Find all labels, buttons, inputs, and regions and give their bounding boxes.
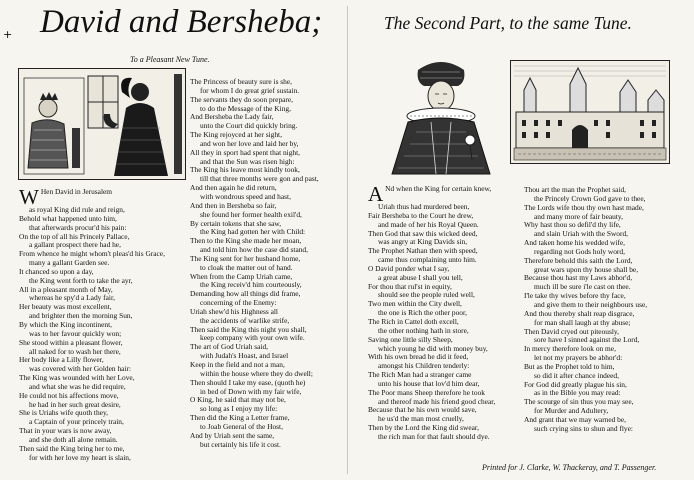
verse-line: The King his leave most kindly took, [190,166,300,175]
verse-line: the other nothing hath in store, [378,326,469,335]
verse-lines [524,186,692,434]
verse-line: to Joab General of the Host, [200,422,283,431]
verse-line: Fair Bersheba to the Court he drew, [368,211,474,220]
verse-line: Therefore behold this saith the Lord, [524,256,633,265]
verse-line: the one is Rich the other poor, [378,309,467,318]
verse-line: he had in her such great desire, [29,400,121,409]
verse-line: so long as I enjoy my life: [200,405,278,414]
verse-line: unto his house that lov'd him dear, [378,379,480,388]
verse-line: and many more of fair beauty, [534,212,623,221]
verse-line: By which the King incontinent, [19,320,112,329]
verse-line: And thou thereby shalt reap disgrace, [524,309,635,318]
verse-line: On the top of all his Princely Pallace, [19,232,130,241]
verse-line: Then said the King this night you shall, [190,325,307,334]
verse-line: much ill be sure i'le cast on thee. [534,283,631,292]
verse-line: Demanding how all things did frame, [190,290,301,299]
verse-line: He could not his affections move, [19,391,119,400]
verse-line: Then by the Lord the King did swear, [368,424,479,433]
verse-line: and thereof made his friend good chear, [378,397,496,406]
verse-line: I'le take thy wives before thy face, [524,292,626,301]
verse-column-2 [190,78,346,449]
verse-line: within the house where they do dwell; [200,369,313,378]
verse-line: The King was wounded with her Love, [19,374,135,383]
verse-line: a Captain of your princely train, [29,418,124,427]
verse-lines [19,206,187,462]
verse-line: great wars upon thy house shall be, [534,265,639,274]
verse-column-3 [368,185,521,442]
verse-line: It chanced so upon a day, [19,267,94,276]
verse-line: That in your wars is now away, [19,427,112,436]
printer-imprint: Printed for J. Clarke, W. Thackeray, and T. Passenger. [482,463,657,472]
verse-line: She is Uriahs wife quoth they, [19,409,109,418]
verse-line: to cloak the matter out of hand. [200,263,293,272]
verse-line: When from the Camp Uriah came, [190,272,293,281]
verse-line: Her beauty was most excellent, [19,303,112,312]
verse-line: to do the Message of the King, [200,104,291,113]
verse-line: such crying sins to shun and flye: [534,424,633,433]
verse-line: and slain Uriah with the Sword, [534,230,629,239]
verse-line: She stood within a pleasant flower, [19,338,123,347]
verse-line: which young he did with money buy, [378,344,488,353]
verse-line: Why hast thou so defil'd thy life, [524,221,621,230]
second-part-title: The Second Part, to the same Tune. [384,13,632,33]
verse-line: The Lords wife thou thy own hast made, [524,203,644,212]
verse-line: And grant that we may warned be, [524,415,626,424]
verse-line: regarding not Gods holy word, [534,247,625,256]
verse-line: In mercy therefore look on me, [524,345,616,354]
verse-line: unto the Court did quickly bring. [200,122,298,131]
woodcut-city-view-icon [510,60,670,164]
verse-line: was covered with her Golden hair: [29,365,131,374]
verse-line: the accidents of warlike strife, [200,316,290,325]
verse-line: Uriah shew'd his Highness all [190,307,278,316]
verse-line: sore have I sinned against the Lord, [534,336,640,345]
verse-line: Because thou hast my Laws abhor'd, [524,274,633,283]
verse-line: Then to the King she made her moan, [190,237,302,246]
verse-line: Thou art the man the Prophet said, [524,186,627,194]
verse-line: as in the Bible you may read: [534,389,621,398]
verse-line: many a gallant Garden see. [29,259,110,268]
verse-line: the King had gotten her with Child: [200,228,306,237]
verse-line: Then God that saw this wicked deed, [368,229,478,238]
verse-line: and made of her his Royal Queen. [378,220,479,229]
verse-first-line: A Nd when the King for certain knew, [368,185,492,203]
verse-line: And then again he did return, [190,184,277,193]
verse-line: for whom I do great grief sustain. [200,86,300,95]
verse-line: and won her love and laid her by, [200,139,299,148]
verse-line: Uriah thus had murdered been, [378,203,470,211]
verse-line: The Rich in Cattel doth excell, [368,317,459,326]
verse-line: was to her favour quickly won; [29,329,122,338]
verse-line: amongst his Children tenderly: [378,362,470,371]
verse-line: and brighter then the morning Sun, [29,312,133,321]
verse-line: till that three months were gon and past, [200,175,319,184]
verse-line: the Princely Crown God gave to thee, [534,194,646,203]
verse-line: but certainly his life it cost. [200,440,281,449]
verse-line: The Princess of beauty sure is she, [190,78,293,86]
verse-line: And taken home his wedded wife, [524,239,625,248]
verse-line: and she doth all alone remain. [29,435,118,444]
verse-line: that afterwards procur'd his pain: [29,223,127,232]
verse-line: he us'd the man most cruelly, [378,415,464,424]
verse-line: for Murder and Adultery, [534,407,609,416]
verse-line: Then David cryed out piteously, [524,327,619,336]
verse-line: Then should I take my ease, (quoth he) [190,378,306,387]
verse-line: The Rich Man had a stranger came [368,371,472,380]
verse-line: let not my prayers be abhor'd: [534,354,623,363]
verse-line: All in a pleasant month of May, [19,285,113,294]
verse-line: And by Uriah sent the same, [190,431,275,440]
verse-line: The King sent for her husband home, [190,254,301,263]
verse-line: the King went forth to take the ayr, [29,276,133,285]
verse-line: The scourge of sin thus you may see, [524,398,634,407]
verse-line: and that the Sun was risen high: [200,157,295,166]
verse-line: for man shall laugh at thy abuse; [534,318,631,327]
verse-line: was angry at King Davids sin, [378,238,468,247]
margin-mark: + [3,28,13,41]
verse-lines [368,203,521,442]
drop-cap-w: W [19,188,39,206]
woodcut-queen-portrait-icon [386,56,496,176]
verse-line: The servants they do soon prepare, [190,95,294,104]
tune-line: To a Pleasant New Tune. [130,55,210,64]
verse-line: the King receiv'd him courteously, [200,281,302,290]
verse-column-1 [19,188,187,462]
verse-line: the rich man for that fault should dye. [378,432,490,441]
verse-lines [190,78,346,449]
fold-divider [347,6,348,474]
verse-line: Then said the King bring her to me, [19,444,125,453]
verse-line: concerning of the Enemy: [200,299,277,308]
verse-first-line: W Hen David in Jerusalem [19,188,113,206]
verse-line: But as the Prophet told to him, [524,362,615,371]
verse-line: Her body like a Lilly flower, [19,356,104,365]
verse-line: for with her love my heart is slain, [29,453,131,462]
verse-line: And Bersheba the Lady fair, [190,113,274,122]
verse-line: For thou that rul'st in equity, [368,282,452,291]
drop-cap-a: A [368,185,384,203]
verse-line: as royal King did rule and reign, [29,206,125,214]
verse-line: all naked for to wash her there, [29,347,121,356]
verse-line: All they in sport had spent that night, [190,148,301,157]
verse-line: From whence he might whom't pleas'd his Grace, [19,250,165,259]
verse-line: keep company with your own wife. [200,334,305,343]
verse-line: and told him how the case did stand, [200,246,308,255]
verse-line: Behold what happened unto him, [19,214,117,223]
verse-line: O King, he said that may not be, [190,396,286,405]
verse-line: The King rejoyced at her sight, [190,131,282,140]
verse-line: whereas he spy'd a Lady fair, [29,294,115,303]
verse-line: should see the people ruled well, [378,291,475,300]
verse-line: Then did the King a Letter frame, [190,414,290,423]
ballad-title: David and Bersheba; [40,4,323,40]
verse-line: in bed of Down with my fair wife, [200,387,302,396]
verse-line: With his own bread he did it feed, [368,353,469,362]
verse-line: The Prophet Nathan then with speed, [368,247,478,256]
verse-line: she found her former health exil'd, [200,210,302,219]
verse-line: and give them to their neighbours use, [534,300,648,309]
woodcut-king-and-lady-icon [18,68,186,180]
verse-line: a gallant prospect there had he, [29,241,121,250]
verse-line: And then in Bersheba so fair, [190,201,277,210]
verse-line: O David ponder what I say, [368,264,450,273]
verse-line: and what she was he did require, [29,382,126,391]
verse-line: Keep in the field and not a man, [190,361,285,369]
verse-line: By certain tokens that she saw, [190,219,282,228]
verse-line: The art of God Uriah said, [190,343,268,352]
verse-line: with Judah's Hoast, and Israel [200,352,289,361]
verse-line: Saving one little silly Sheep, [368,335,453,344]
verse-line: Two men within the City dwell, [368,300,462,309]
verse-line: came thus complaining unto him. [378,256,477,265]
verse-column-4 [524,186,692,434]
verse-line: For God did greatly plague his sin, [524,380,627,389]
verse-line: a great abuse I shall you tell, [378,273,463,282]
verse-line: The Poor mans Sheep therefore he took [368,388,485,397]
verse-line: Because that he his own would save, [368,406,477,415]
verse-line: so did it after chance indeed, [534,371,619,380]
verse-line: with wondrous speed and hast, [200,192,291,201]
